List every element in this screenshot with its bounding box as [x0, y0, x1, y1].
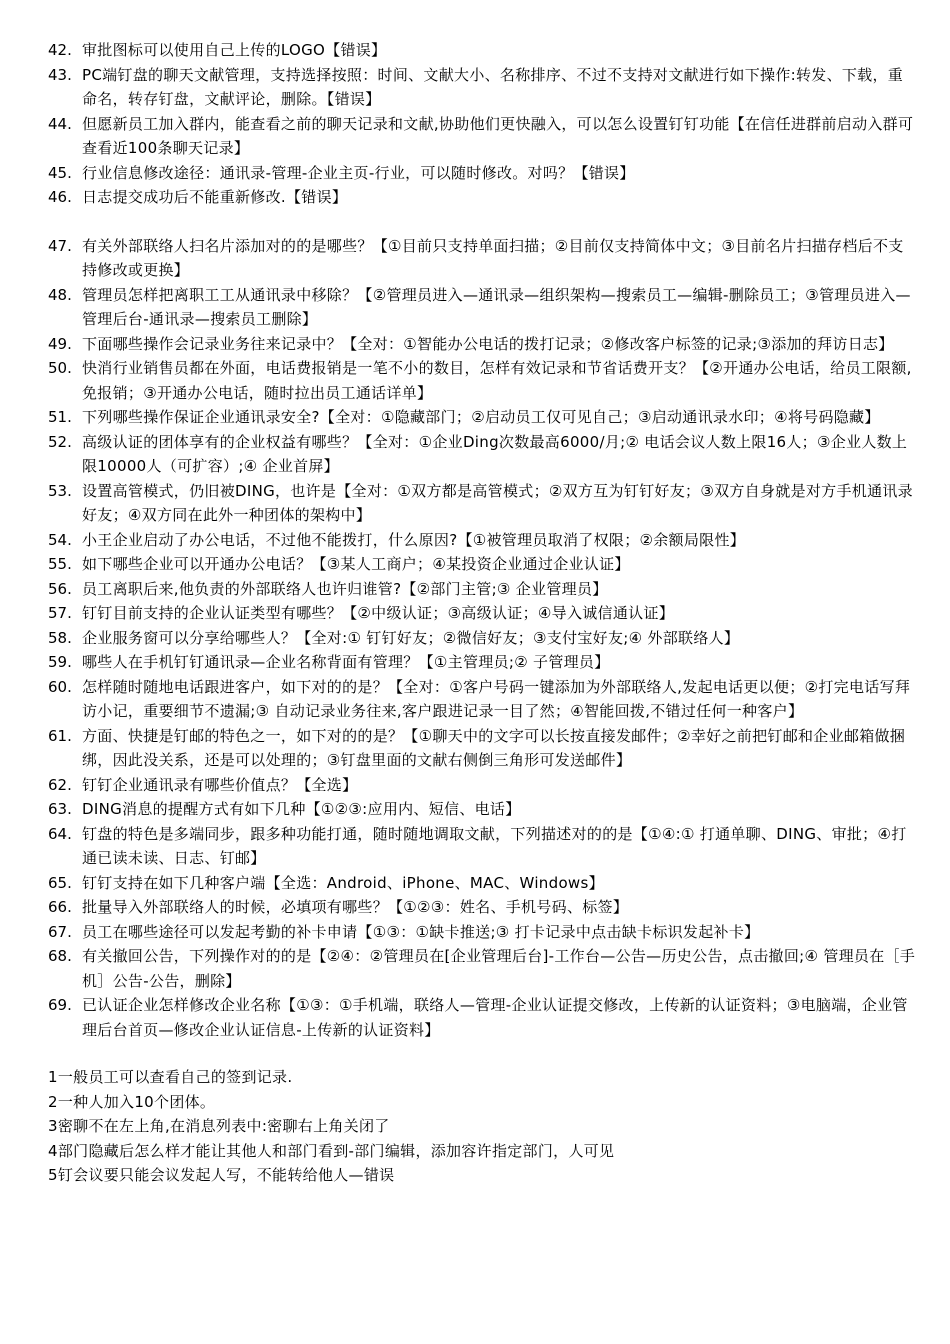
question-text: 怎样随时随地电话跟进客户，如下对的的是？【全对：①客户号码一键添加为外部联络人,发起电话更以便；②打完电话写拜访小记，重要细节不遗漏;③ 自动记录业务往来,客户跟进记录一目了然；④智能回拨,不错过任何一种客户】	[82, 677, 911, 720]
question-item	[48, 479, 918, 528]
question-text: 钉钉目前支持的企业认证类型有哪些？【②中级认证；③高级认证；④导入诚信通认证】	[82, 604, 675, 622]
question-item	[48, 528, 918, 553]
question-text: 员工在哪些途径可以发起考勤的补卡申请【①③：①缺卡推送;③ 打卡记录中点击缺卡标识发起补卡】	[82, 922, 760, 941]
question-item	[48, 601, 918, 626]
question-item	[48, 724, 918, 773]
question-number: 42.	[48, 41, 72, 59]
question-number: 55.	[48, 555, 72, 573]
question-text: 审批图标可以使用自己上传的LOGO【错误】	[82, 41, 387, 59]
question-item	[48, 920, 918, 945]
question-text: 但愿新员工加入群内，能查看之前的聊天记录和文献,协助他们更快融入，可以怎么设置钉钉功能【在信任进群前启动入群可查看近100条聊天记录】	[82, 114, 914, 157]
question-item	[48, 773, 918, 798]
notes-list	[48, 1065, 918, 1188]
question-number: 62.	[48, 775, 72, 794]
question-text: 日志提交成功后不能重新修改.【错误】	[82, 188, 348, 206]
question-item	[48, 405, 918, 430]
question-number: 53.	[48, 481, 72, 500]
question-number: 45.	[48, 163, 72, 182]
question-text: 有关外部联络人扫名片添加对的的是哪些？【①目前只支持单面扫描；②目前仅支持简体中文；③目前名片扫描存档后不支持修改或更换】	[82, 236, 904, 279]
question-number: 68.	[48, 947, 72, 965]
question-number: 66.	[48, 898, 72, 916]
question-text: DING消息的提醒方式有如下几种【①②③:应用内、短信、电话】	[82, 800, 521, 818]
section-gap	[48, 1042, 918, 1065]
question-number: 61.	[48, 726, 72, 745]
question-item	[48, 356, 918, 405]
note-item: 3密聊不在左上角,在消息列表中:密聊右上角关闭了	[48, 1117, 390, 1135]
question-text: 员工离职后来,他负责的外部联络人也许归谁管?【②部门主管;③ 企业管理员】	[82, 579, 608, 598]
question-item	[48, 430, 918, 479]
question-item	[48, 161, 918, 186]
question-number: 60.	[48, 677, 72, 696]
question-item	[48, 552, 918, 577]
question-text: 下列哪些操作保证企业通讯录安全?【全对：①隐藏部门；②启动员工仅可见自己；③启动通讯录水印；④将号码隐藏】	[82, 408, 880, 426]
question-text: 钉钉支持在如下几种客户端【全选：Android、iPhone、MAC、Windows】	[82, 873, 604, 892]
question-text: 有关撤回公告，下列操作对的的是【②④：②管理员在[企业管理后台]-工作台—公告—历史公告，点击撤回;④ 管理员在［手机］公告-公告，删除】	[82, 947, 916, 990]
question-number: 64.	[48, 824, 72, 843]
question-number: 65.	[48, 873, 72, 892]
question-item	[48, 234, 918, 283]
question-text: 哪些人在手机钉钉通讯录—企业名称背面有管理？【①主管理员;② 子管理员】	[82, 653, 610, 671]
question-number: 47.	[48, 236, 72, 255]
note-item: 1一般员工可以查看自己的签到记录.	[48, 1068, 293, 1086]
question-number: 57.	[48, 604, 72, 622]
question-text: 方面、快捷是钉邮的特色之一，如下对的的是？【①聊天中的文字可以长按直接发邮件；②幸好之前把钉邮和企业邮箱做捆绑，因此没关系，还是可以处理的；③钉盘里面的文献右侧倒三角形可发送邮件】	[82, 726, 906, 769]
question-text: 高级认证的团体享有的企业权益有哪些？【全对：①企业Ding次数最高6000/月;② 电话会议人数上限16人；③企业人数上限10000人（可扩容）;④ 企业首屏】	[82, 432, 908, 475]
question-text: 已认证企业怎样修改企业名称【①③：①手机端，联络人—管理-企业认证提交修改，上传新的认证资料；③电脑端，企业管理后台首页—修改企业认证信息-上传新的认证资料】	[82, 996, 908, 1039]
question-list-b	[48, 234, 918, 1043]
question-text: 管理员怎样把离职工工从通讯录中移除？【②管理员进入—通讯录—组织架构—搜索员工—编辑-删除员工；③管理员进入—管理后台-通讯录—搜索员工删除】	[82, 285, 911, 328]
question-text: 钉钉企业通讯录有哪些价值点？【全选】	[82, 775, 358, 794]
question-item	[48, 871, 918, 896]
question-text: 行业信息修改途径：通讯录-管理-企业主页-行业，可以随时修改。对吗？【错误】	[82, 163, 635, 182]
question-number: 48.	[48, 285, 72, 304]
question-item	[48, 185, 918, 210]
note-item: 5钉会议要只能会议发起人写，不能转给他人—错误	[48, 1166, 395, 1184]
question-item	[48, 944, 918, 993]
note-item: 4部门隐藏后怎么样才能让其他人和部门看到-部门编辑，添加容许指定部门，人可见	[48, 1141, 615, 1160]
question-item	[48, 993, 918, 1042]
question-item	[48, 283, 918, 332]
question-text: 快消行业销售员都在外面，电话费报销是一笔不小的数目，怎样有效记录和节省话费开支？【②开通办公电话，给员工限额,免报销；③开通办公电话，随时拉出员工通话详单】	[82, 359, 912, 402]
question-text: 小王企业启动了办公电话，不过他不能拨打，什么原因?【①被管理员取消了权限；②余额局限性】	[82, 530, 746, 549]
question-number: 59.	[48, 653, 72, 671]
question-number: 51.	[48, 408, 72, 426]
question-item	[48, 63, 918, 112]
question-number: 58.	[48, 628, 72, 647]
question-number: 67.	[48, 922, 72, 941]
question-text: 下面哪些操作会记录业务往来记录中？【全对：①智能办公电话的拨打记录；②修改客户标签的记录;③添加的拜访日志】	[82, 334, 894, 353]
question-number: 46.	[48, 188, 72, 206]
question-number: 69.	[48, 996, 72, 1014]
question-number: 52.	[48, 432, 72, 451]
question-item	[48, 577, 918, 602]
question-number: 63.	[48, 800, 72, 818]
question-number: 56.	[48, 579, 72, 598]
question-item	[48, 650, 918, 675]
question-text: 钉盘的特色是多端同步，跟多种功能打通，随时随地调取文献，下列描述对的的是【①④:① 打通单聊、DING、审批；④打通已读未读、日志、钉邮】	[82, 824, 907, 867]
question-number: 50.	[48, 359, 72, 377]
question-number: 44.	[48, 114, 72, 133]
question-item	[48, 112, 918, 161]
question-text: 设置高管模式，仍旧被DING，也许是【全对：①双方都是高管模式；②双方互为钉钉好友；③双方自身就是对方手机通讯录好友；④双方同在此外一种团体的架构中】	[82, 481, 913, 524]
question-item	[48, 626, 918, 651]
question-number: 49.	[48, 334, 72, 353]
question-item	[48, 822, 918, 871]
section-gap	[48, 210, 918, 234]
question-list-a	[48, 38, 918, 210]
question-text: 批量导入外部联络人的时候，必填项有哪些？【①②③：姓名、手机号码、标签】	[82, 898, 629, 916]
question-text: PC端钉盘的聊天文献管理，支持选择按照：时间、文献大小、名称排序、不过不支持对文献进行如下操作:转发、下载，重命名，转存钉盘，文献评论，删除。【错误】	[82, 65, 904, 108]
question-item	[48, 675, 918, 724]
question-item	[48, 38, 918, 63]
note-item: 2一种人加入10个团体。	[48, 1092, 216, 1111]
question-number: 43.	[48, 65, 72, 84]
question-text: 企业服务窗可以分享给哪些人？【全对:① 钉钉好友；②微信好友；③支付宝好友;④ 外部联络人】	[82, 628, 740, 647]
question-text: 如下哪些企业可以开通办公电话？【③某人工商户；④某投资企业通过企业认证】	[82, 555, 630, 573]
question-item	[48, 332, 918, 357]
question-item	[48, 797, 918, 822]
question-number: 54.	[48, 530, 72, 549]
question-item	[48, 895, 918, 920]
